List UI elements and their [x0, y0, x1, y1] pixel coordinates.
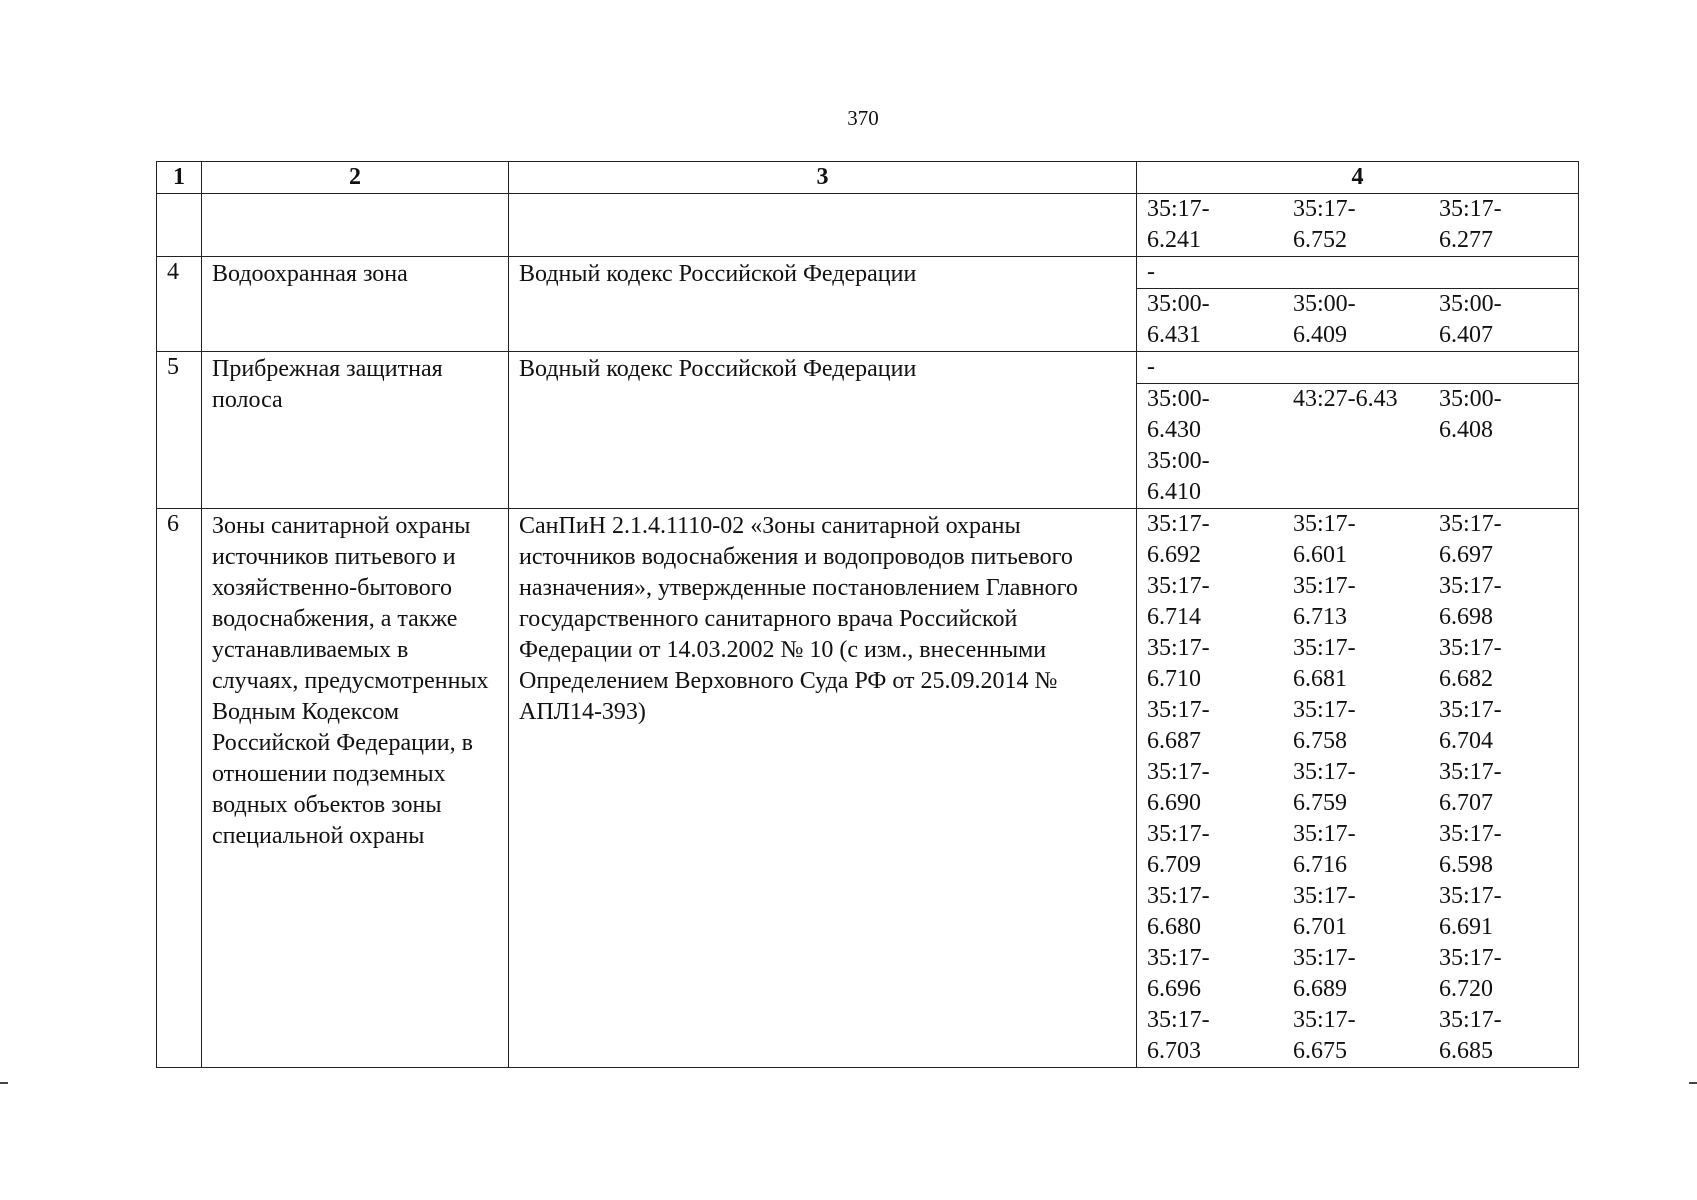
cadastral-code: 35:17-6.710 [1147, 635, 1210, 692]
cadastral-code: 35:17-6.598 [1439, 821, 1502, 878]
table-row [157, 352, 1579, 509]
cadastral-code: 35:17-6.675 [1293, 1007, 1356, 1064]
cadastral-code: 35:00-6.409 [1293, 291, 1356, 348]
header-col-3: 3 [509, 162, 1137, 194]
cadastral-code: 35:00-6.410 [1147, 448, 1210, 505]
row-number: 6 [157, 509, 202, 1068]
dash-placeholder: - [1137, 257, 1578, 289]
cadastral-code: 35:17-6.697 [1439, 511, 1502, 568]
header-col-4: 4 [1137, 162, 1579, 194]
cadastral-code: 35:17-6.698 [1439, 573, 1502, 630]
zone-name: Зоны санитарной охраны источников питьевого и хозяйственно-бытового водоснабжения, а также устанавливаемых в случаях, предусмотренных Водным Кодексом Российской Федерации, в отношении подземных водных объектов зоны специальной охраны [202, 509, 509, 1068]
page-edge-mark [0, 1082, 8, 1084]
row-number: 5 [157, 352, 202, 509]
legal-basis: Водный кодекс Российской Федерации [509, 257, 1137, 352]
codes-grid [1137, 509, 1578, 1067]
zone-name: Водоохранная зона [202, 257, 509, 352]
cadastral-code: 35:17-6.691 [1439, 883, 1502, 940]
cadastral-code: 35:17-6.681 [1293, 635, 1356, 692]
table-row [157, 257, 1579, 352]
cadastral-code: 35:17-6.703 [1147, 1007, 1210, 1064]
cadastral-code: 35:17-6.277 [1439, 196, 1502, 253]
cadastral-code: 35:17-6.696 [1147, 945, 1210, 1002]
cadastral-code: 35:17-6.685 [1439, 1007, 1502, 1064]
codes-cell [1137, 194, 1579, 257]
codes-cell [1137, 257, 1579, 352]
cadastral-code: 35:17-6.601 [1293, 511, 1356, 568]
row-number: 4 [157, 257, 202, 352]
cadastral-code: 35:17-6.758 [1293, 697, 1356, 754]
cadastral-code: 35:17-6.707 [1439, 759, 1502, 816]
header-row [157, 162, 1579, 194]
cadastral-code: 35:00-6.431 [1147, 291, 1210, 348]
cadastral-code: 35:17-6.714 [1147, 573, 1210, 630]
cadastral-code: 35:17-6.241 [1147, 196, 1210, 253]
zone-name: Прибрежная защитная полоса [202, 352, 509, 509]
cadastral-code: 43:27-6.43 [1293, 386, 1398, 412]
header-col-1: 1 [157, 162, 202, 194]
page-edge-mark [1689, 1082, 1697, 1084]
cadastral-code: 35:17-6.680 [1147, 883, 1210, 940]
table-row-continuation [157, 194, 1579, 257]
zones-table [156, 161, 1579, 1068]
codes-cell [1137, 352, 1579, 509]
page-number: 370 [847, 106, 879, 130]
cadastral-code: 35:00-6.407 [1439, 291, 1502, 348]
legal-basis: Водный кодекс Российской Федерации [509, 352, 1137, 509]
cadastral-code: 35:17-6.692 [1147, 511, 1210, 568]
cadastral-code: 35:17-6.709 [1147, 821, 1210, 878]
dash-placeholder: - [1137, 352, 1578, 384]
cadastral-code: 35:00-6.408 [1439, 386, 1502, 443]
codes-cell [1137, 509, 1579, 1068]
cadastral-code: 35:17-6.720 [1439, 945, 1502, 1002]
cadastral-code: 35:17-6.701 [1293, 883, 1356, 940]
cadastral-code: 35:17-6.713 [1293, 573, 1356, 630]
cadastral-code: 35:00-6.430 [1147, 386, 1210, 443]
cadastral-code: 35:17-6.690 [1147, 759, 1210, 816]
cadastral-code: 35:17-6.682 [1439, 635, 1502, 692]
cadastral-code: 35:17-6.716 [1293, 821, 1356, 878]
cadastral-code: 35:17-6.689 [1293, 945, 1356, 1002]
table-row [157, 509, 1579, 1068]
legal-basis: СанПиН 2.1.4.1110-02 «Зоны санитарной охраны источников водоснабжения и водопроводов питьевого назначения», утвержденные постановлением Главного государственного санитарного врача Российской Федерации от 14.03.2002 № 10 (с изм., внесенными Определением Верховного Суда РФ от 25.09.2014 № АПЛ14-393) [509, 509, 1137, 1068]
cadastral-code: 35:17-6.759 [1293, 759, 1356, 816]
cadastral-code: 35:17-6.704 [1439, 697, 1502, 754]
cadastral-code: 35:17-6.752 [1293, 196, 1356, 253]
header-col-2: 2 [202, 162, 509, 194]
cadastral-code: 35:17-6.687 [1147, 697, 1210, 754]
